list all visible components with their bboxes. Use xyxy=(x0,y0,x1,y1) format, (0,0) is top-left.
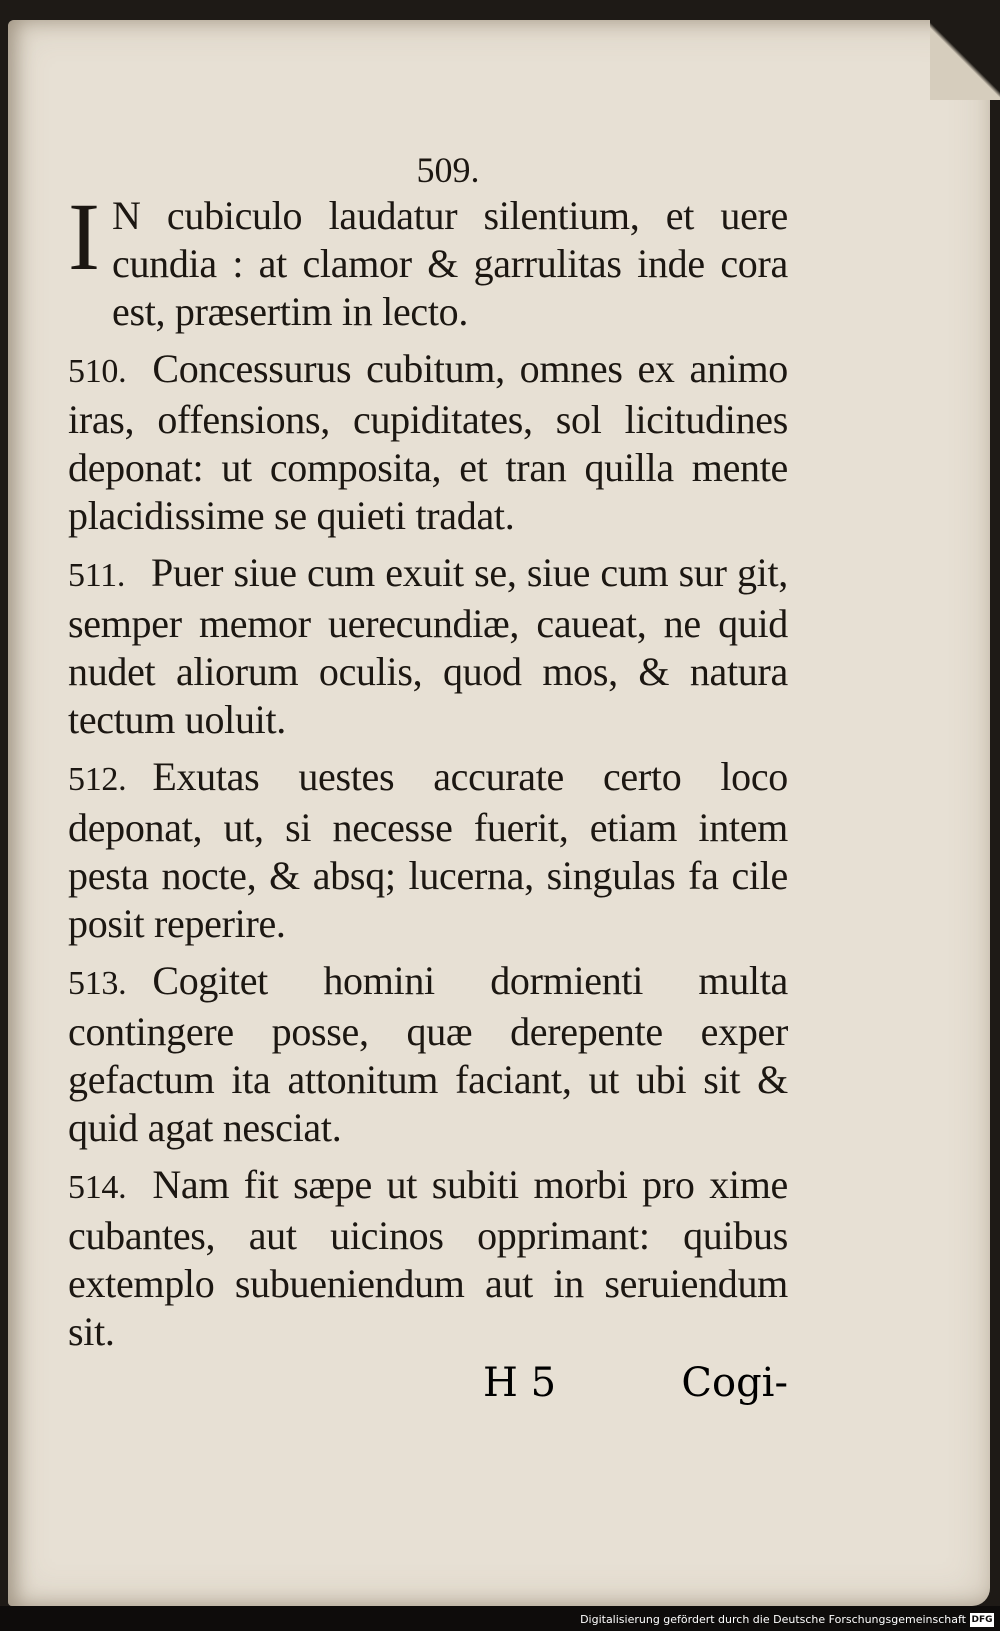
paragraph-text: Cogitet homini dormienti multa contingere posse, quæ derepente exper gefactum ita attonitum faciant, ut ubi sit & quid agat nesciat. xyxy=(68,958,788,1150)
paragraph-number: 511. xyxy=(68,557,126,594)
paragraph-text: Exutas uestes accurate certo loco deponat, ut, si necesse fuerit, etiam intem pesta nocte, & absq; lucerna, singulas fa cile posit reperire. xyxy=(68,754,788,946)
signature-mark: H 5 xyxy=(483,1360,557,1406)
paragraph-514 xyxy=(68,1161,788,1356)
paragraph-text: Nam fit sæpe ut subiti morbi pro xime cubantes, aut uicinos opprimant: quibus extemplo subueniendum aut in seruiendum sit. xyxy=(68,1162,788,1354)
paragraph-511 xyxy=(68,549,788,744)
book-page xyxy=(8,20,990,1606)
page-number: 509. xyxy=(416,150,480,190)
page-corner xyxy=(930,20,1000,100)
paragraph-number: 512. xyxy=(68,761,127,798)
paragraph-513 xyxy=(68,957,788,1152)
drop-capital: I xyxy=(68,183,100,290)
footer-credit: Digitalisierung gefördert durch die Deutsche Forschungsgemeinschaft xyxy=(580,1613,966,1626)
paragraph-509 xyxy=(68,183,788,336)
paragraph-510 xyxy=(68,345,788,540)
paragraph-text: Concessurus cubitum, omnes ex animo iras, offensions, cupiditates, sol licitudines deponat: ut composita, et tran quilla mente placidissime se quieti tradat. xyxy=(68,346,788,538)
dfg-logo-icon: DFG xyxy=(971,1615,993,1625)
page-text xyxy=(68,150,788,1365)
paragraph-512 xyxy=(68,753,788,948)
page-foot-line xyxy=(8,1360,788,1410)
paragraph-number: 513. xyxy=(68,965,127,1002)
paragraph-number: 514. xyxy=(68,1169,127,1206)
paragraph-text: Puer siue cum exuit se, siue cum sur git, semper memor uerecundiæ, caueat, ne quid nudet aliorum oculis, quod mos, & natura tectum uoluit. xyxy=(68,550,788,742)
paragraph-number: 510. xyxy=(68,353,127,390)
paragraph-text: N cubiculo laudatur silentium, et uere cundia : at clamor & garrulitas inde cora est, præsertim in lecto. xyxy=(112,193,788,334)
catchword: Cogi- xyxy=(681,1360,788,1406)
footer-bar xyxy=(0,1606,1000,1631)
